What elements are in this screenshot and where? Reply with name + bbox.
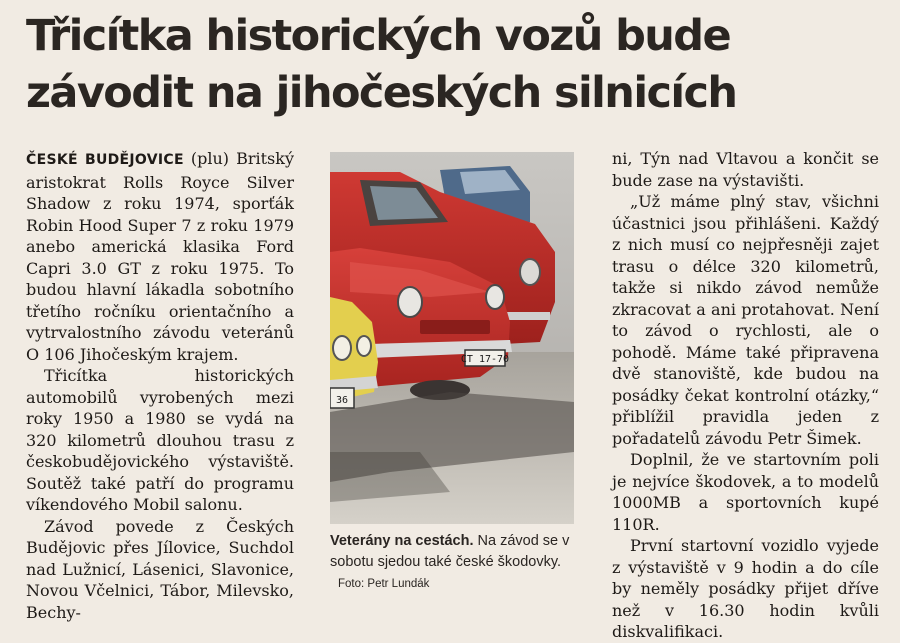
article-paragraph: Závod povede z Českých Budějovic přes Jílovice, Suchdol nad Lužnicí, Lásenici, Slavonice, Novou Včelnici, Tábor, Milevsko, Bechy- (26, 516, 294, 622)
article-column-1 (26, 148, 294, 623)
author-tag: (plu) (190, 149, 230, 168)
article-paragraph: První startovní vozidlo vyjede z výstaviště v 9 hodin a do cíle by neměly posádky přijet dříve než v 16.30 hodin kvůli diskvalifikaci. (612, 536, 879, 641)
article-paragraph: Doplnil, že ve startovním poli je nejvíce škodovek, a to modelů 1000MB a sportovních kupé 110R. (612, 450, 879, 534)
article-paragraph: ni, Týn nad Vltavou a končit se bude zase na výstavišti. (612, 149, 879, 190)
dateline: ČESKÉ BUDĚJOVICE (26, 152, 184, 168)
paragraph-text: Britský aristokrat Rolls Royce Silver Shadow z roku 1974, sporťák Robin Hood Super 7 z roku 1979 anebo americká klasika Ford Capri 3.0 GT z roku 1975. To budou hlavní lákadla sobotního třetího ročníku orientačního a vytrvalostního závodu veteránů O 106 Jihočeským krajem. (26, 149, 294, 364)
article-photo (330, 152, 574, 524)
article-column-3 (612, 148, 879, 643)
caption-title: Veterány na cestách. (330, 533, 474, 549)
article-paragraph (26, 148, 294, 365)
license-plate-front: CT 17-70 (460, 354, 510, 365)
photo-credit: Foto: Petr Lundák (338, 578, 430, 590)
photo-cars-illustration (330, 152, 574, 524)
license-plate-left: 36 (335, 395, 349, 406)
photo-caption (330, 531, 580, 595)
article-paragraph: Třicítka historických automobilů vyrobených mezi roky 1950 a 1980 se vydá na 320 kilometrů dlouhou trasu z českobudějovického výstaviště. Soutěž také patří do programu víkendového Mobil salonu. (26, 366, 294, 514)
headline: Třicítka historických vozů bude závodit na jihočeských silnicích (26, 11, 737, 118)
article-paragraph: „Už máme plný stav, všichni účastnici jsou přihlášeni. Každý z nich musí co nejpřesněji zajet trasu o délce 320 kilometrů, takže si nikdo závod nemůže zkracovat a ani protahovat. Není to závod o rychlosti, ale o pohodě. Máme také připravena dvě stanoviště, kde budou na posádky čekat kontrolní otázky,“ přiblížil pravidla jeden z pořadatelů závodu Petr Šimek. (612, 192, 879, 448)
caption-text: Na závod se v sobotu sjedou také české škodovky. (330, 533, 570, 570)
